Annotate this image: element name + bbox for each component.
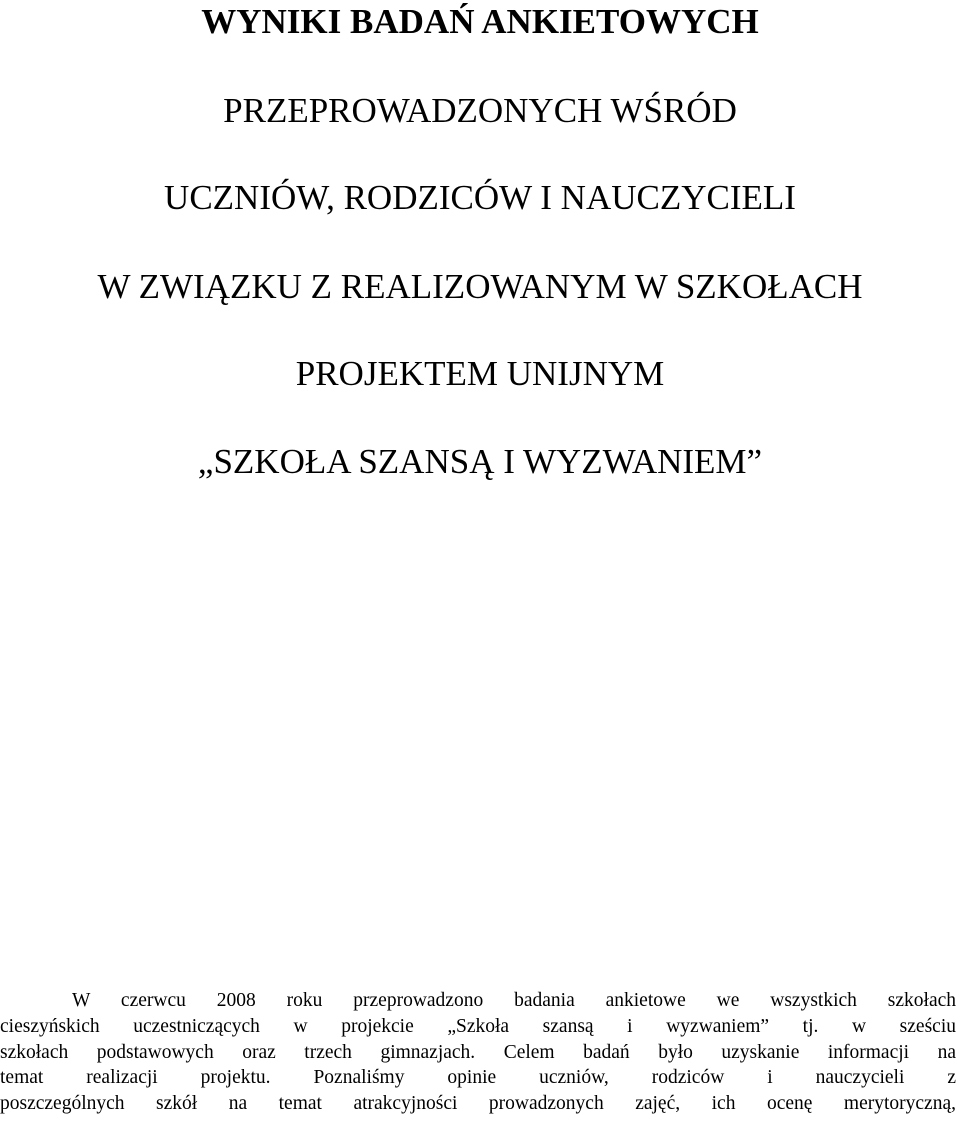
intro-paragraph: [0, 988, 956, 1117]
title-line-2: PRZEPROWADZONYCH WŚRÓD: [223, 91, 737, 130]
paragraph-line-2: cieszyńskich uczestniczących w projekcie „Szkoła szansą i wyzwaniem” tj. w sześciu: [0, 1015, 956, 1037]
title-line-1: WYNIKI BADAŃ ANKIETOWYCH: [201, 2, 759, 41]
title-line-6: „SZKOŁA SZANSĄ I WYZWANIEM”: [197, 442, 763, 481]
title-line-4: W ZWIĄZKU Z REALIZOWANYM W SZKOŁACH: [97, 267, 863, 306]
paragraph-line-5: poszczególnych szkół na temat atrakcyjności prowadzonych zajęć, ich ocenę merytoryczną,: [0, 1093, 956, 1115]
title-line-5: PROJEKTEM UNIJNYM: [295, 354, 665, 393]
paragraph-line-4: temat realizacji projektu. Poznaliśmy opinie uczniów, rodziców i nauczycieli z: [0, 1067, 956, 1089]
paragraph-line-3: szkołach podstawowych oraz trzech gimnazjach. Celem badań było uzyskanie informacji na: [0, 1041, 956, 1063]
paragraph-line-1: W czerwcu 2008 roku przeprowadzono badania ankietowe we wszystkich szkołach: [72, 990, 956, 1011]
title-line-3: UCZNIÓW, RODZICÓW I NAUCZYCIELI: [164, 178, 796, 217]
